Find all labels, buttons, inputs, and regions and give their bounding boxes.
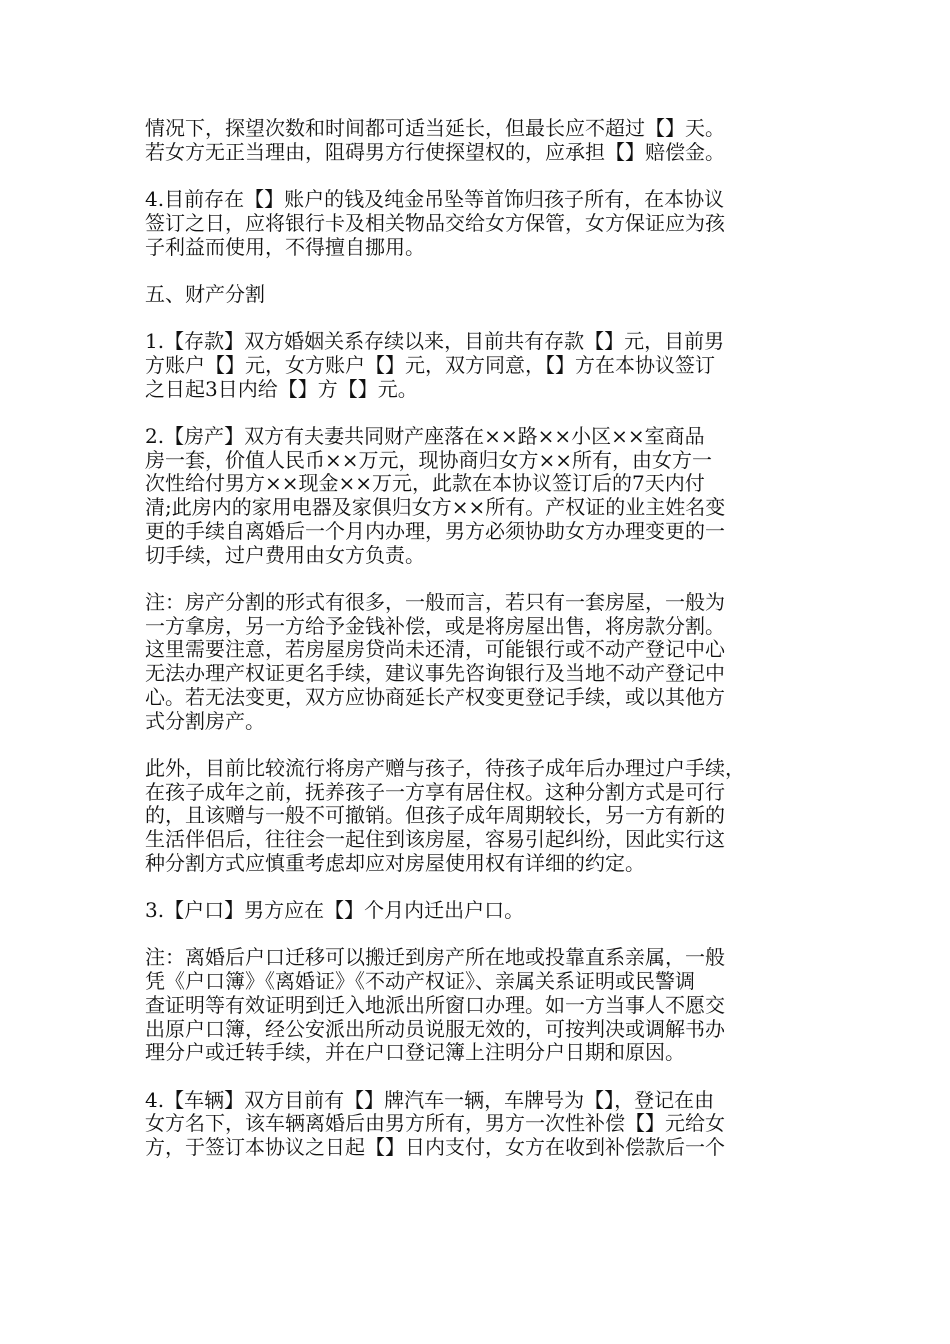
text-line: 情况下，探望次数和时间都可适当延长，但最长应不超过【】天。 — [145, 116, 725, 140]
text-line: 理分户或迁转手续，并在户口登记簿上注明分户日期和原因。 — [145, 1040, 685, 1065]
paragraph-real-estate — [145, 425, 810, 567]
text-line: 若女方无正当理由，阻碍男方行使探望权的，应承担【】赔偿金。 — [145, 139, 725, 164]
text-line: 更的手续自离婚后一个月内办理，男方必须协助女方办理变更的一 — [145, 518, 725, 543]
text-line: 4.【车辆】双方目前有【】牌汽车一辆，车牌号为【】，登记在由 — [145, 1087, 715, 1112]
text-line: 一方拿房，另一方给予金钱补偿，或是将房屋出售，将房款分割。 — [145, 613, 725, 638]
paragraph-gift-to-child — [145, 757, 810, 876]
text-line: 无法办理产权证更名手续，建议事先咨询银行及当地不动产登记中 — [145, 661, 725, 686]
text-line: 签订之日，应将银行卡及相关物品交给女方保管，女方保证应为孩 — [145, 210, 725, 235]
text-line: 2.【房产】双方有夫妻共同财产座落在××路××小区××室商品 — [145, 424, 705, 449]
text-line: 凭《户口簿》《离婚证》《不动产权证》、亲属关系证明或民警调 — [145, 969, 695, 994]
text-line: 在孩子成年之前，抚养孩子一方享有居住权。这种分割方式是可行 — [145, 779, 725, 804]
section-heading: 五、财产分割 — [145, 281, 265, 306]
text-line: 清;此房内的家用电器及家俱归女方××所有。产权证的业主姓名变 — [145, 495, 726, 520]
text-line: 之日起3日内给【】方【】元。 — [145, 376, 418, 401]
note-household-registration — [145, 946, 810, 1065]
paragraph-item-4-account — [145, 188, 810, 259]
text-line: 注：房产分割的形式有很多，一般而言，若只有一套房屋，一般为 — [145, 589, 725, 614]
text-line: 女方名下，该车辆离婚后由男方所有，男方一次性补偿【】元给女 — [145, 1111, 725, 1136]
note-real-estate-division — [145, 591, 810, 733]
text-line: 3.【户口】男方应在【】个月内迁出户口。 — [145, 898, 525, 923]
text-line: 方，于签订本协议之日起【】日内支付，女方在收到补偿款后一个 — [145, 1135, 725, 1160]
text-line: 次性给付男方××现金××万元，此款在本协议签订后的7天内付 — [145, 471, 705, 496]
text-line: 方账户【】元，女方账户【】元，双方同意，【】方在本协议签订 — [145, 352, 715, 377]
text-line: 种分割方式应慎重考虑却应对房屋使用权有详细的约定。 — [145, 850, 645, 875]
text-line: 这里需要注意，若房屋房贷尚未还清，可能银行或不动产登记中心 — [145, 637, 725, 662]
text-line: 子利益而使用，不得擅自挪用。 — [145, 234, 425, 259]
section-heading-property-division — [145, 283, 810, 307]
text-line: 式分割房产。 — [145, 708, 265, 733]
paragraph-household-registration — [145, 899, 810, 923]
text-line: 生活伴侣后，往往会一起住到该房屋，容易引起纠纷，因此实行这 — [145, 827, 725, 851]
text-line: 房一套，价值人民币××万元，现协商归女方××所有，由女方一 — [145, 447, 713, 472]
text-line: 切手续，过户费用由女方负责。 — [145, 542, 425, 567]
text-line: 注：离婚后户口迁移可以搬迁到房产所在地或投靠直系亲属，一般 — [145, 945, 725, 970]
text-line: 此外，目前比较流行将房产赠与孩子，待孩子成年后办理过户手续， — [145, 755, 745, 780]
document-body — [145, 117, 810, 1183]
text-line: 的，且该赠与一般不可撤销。但孩子成年周期较长，另一方有新的 — [145, 803, 725, 828]
text-line: 1.【存款】双方婚姻关系存续以来，目前共有存款【】元，目前男 — [145, 329, 725, 354]
text-line: 心。若无法变更，双方应协商延长产权变更登记手续，或以其他方 — [145, 684, 725, 709]
text-line: 出原户口簿，经公安派出所动员说服无效的，可按判决或调解书办 — [145, 1016, 725, 1041]
text-line: 查证明等有效证明到迁入地派出所窗口办理。如一方当事人不愿交 — [145, 992, 725, 1017]
paragraph-vehicle — [145, 1089, 810, 1160]
paragraph-deposits — [145, 330, 810, 401]
text-line: 4.目前存在【】账户的钱及纯金吊坠等首饰归孩子所有，在本协议 — [145, 187, 725, 212]
paragraph-visitation-continued — [145, 117, 810, 164]
